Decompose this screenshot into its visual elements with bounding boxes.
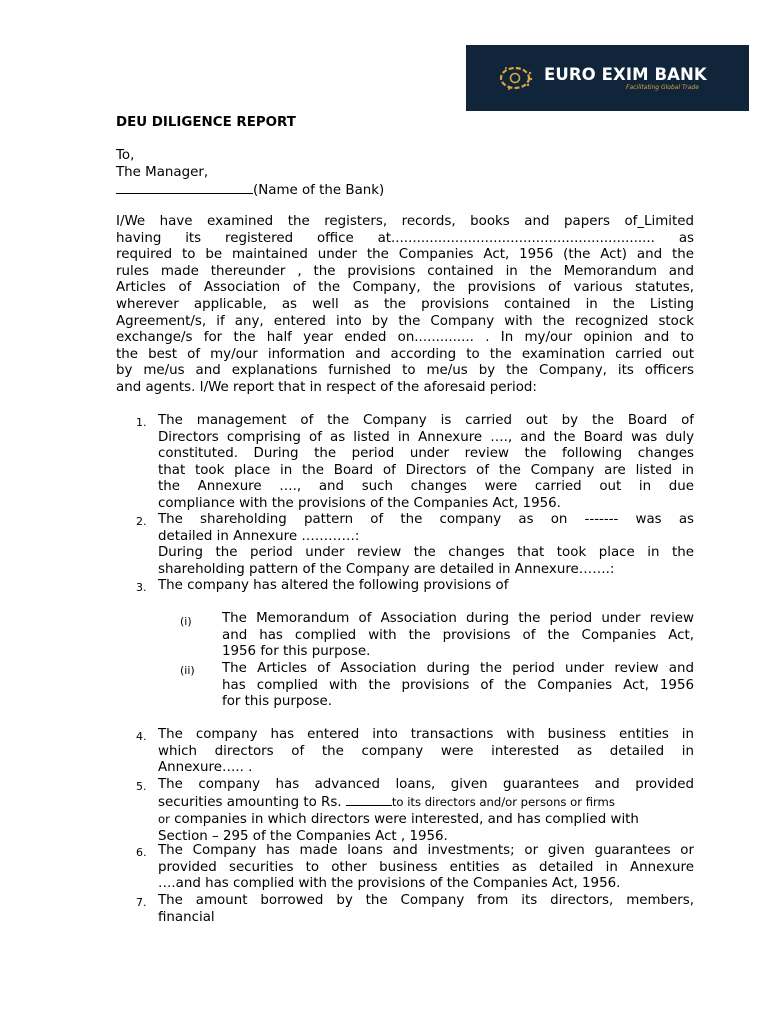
list-item bbox=[158, 578, 694, 595]
bank-name: EURO EXIM BANK bbox=[544, 65, 707, 84]
intro-line: by me/us and explanations furnished to me/us by the Company, its officers bbox=[116, 363, 694, 379]
page-title: DEU DILIGENCE REPORT bbox=[116, 115, 296, 130]
item-line bbox=[158, 794, 694, 812]
item-line: compliance with the provisions of the Companies Act, 1956. bbox=[158, 495, 561, 511]
item-line: Section – 295 of the Companies Act , 1956. bbox=[158, 828, 448, 844]
intro-line: required to be maintained under the Companies Act, 1956 (the Act) and the bbox=[116, 247, 694, 263]
intro-line: I/We have examined the registers, records, books and papers of_Limited bbox=[116, 214, 694, 229]
intro-line: wherever applicable, as well as the provisions contained in the Listing bbox=[116, 296, 694, 312]
item-number: 5. bbox=[136, 780, 147, 793]
item-number: 1. bbox=[136, 416, 147, 429]
item-line: The shareholding pattern of the company as on ------- was as bbox=[158, 512, 694, 527]
item-line bbox=[158, 811, 694, 829]
item-text: or bbox=[158, 812, 170, 827]
intro-paragraph bbox=[116, 214, 694, 397]
list-item bbox=[158, 512, 694, 578]
sub-list-item bbox=[222, 661, 694, 711]
sub-list-item bbox=[222, 611, 694, 661]
bank-name-line bbox=[116, 181, 384, 200]
bank-name-label: (Name of the Bank) bbox=[253, 183, 385, 199]
list-item bbox=[158, 893, 694, 926]
subitem-line: 1956 for this purpose. bbox=[222, 644, 371, 660]
item-number: 4. bbox=[136, 730, 147, 743]
subitem-line: The Memorandum of Association during the period under review bbox=[222, 611, 694, 626]
item-text: companies in which directors were interested, and has complied with bbox=[174, 812, 639, 828]
item-line: the Annexure …., and such changes were carried out in due bbox=[158, 479, 694, 495]
address-to: To, bbox=[116, 148, 135, 163]
subitem-line: has complied with the provisions of the Companies Act, 1956 bbox=[222, 677, 694, 693]
item-line: The amount borrowed by the Company from its directors, members, bbox=[158, 893, 694, 908]
item-line: shareholding pattern of the Company are detailed in Annexure…….: bbox=[158, 561, 615, 577]
intro-line: having its registered office at.............................................................. as bbox=[116, 230, 694, 246]
item-line: financial bbox=[158, 909, 215, 925]
item-line: provided securities to other business entities as detailed in Annexure bbox=[158, 859, 694, 875]
bank-logo bbox=[466, 45, 749, 111]
item-line: During the period under review the changes that took place in the bbox=[158, 545, 694, 561]
intro-line: Articles of Association of the Company, the provisions of various statutes, bbox=[116, 280, 694, 296]
item-line: The management of the Company is carried out by the Board of bbox=[158, 413, 694, 428]
item-line: detailed in Annexure …………: bbox=[158, 528, 360, 544]
subitem-number: (ii) bbox=[180, 664, 195, 677]
subitem-line: The Articles of Association during the period under review and bbox=[222, 661, 694, 676]
item-line: Annexure….. . bbox=[158, 760, 253, 776]
intro-line: rules made thereunder , the provisions contained in the Memorandum and bbox=[116, 263, 694, 279]
item-line: The Company has made loans and investments; or given guarantees or bbox=[158, 843, 694, 858]
list-item bbox=[158, 843, 694, 893]
amount-blank bbox=[346, 794, 392, 806]
intro-line: the best of my/our information and according to the examination carried out bbox=[116, 346, 694, 362]
item-number: 2. bbox=[136, 515, 147, 528]
subitem-number: (i) bbox=[180, 615, 192, 628]
subitem-line: for this purpose. bbox=[222, 694, 333, 710]
intro-line: and agents. I/We report that in respect of the aforesaid period: bbox=[116, 379, 537, 395]
list-item bbox=[158, 413, 694, 513]
item-number: 7. bbox=[136, 896, 147, 909]
item-line: Directors comprising of as listed in Annexure …., and the Board was duly bbox=[158, 429, 694, 445]
item-line: that took place in the Board of Directors of the Company are listed in bbox=[158, 462, 694, 478]
item-number: 6. bbox=[136, 846, 147, 859]
address-manager: The Manager, bbox=[116, 164, 209, 180]
item-text: to its directors and/or persons or firms bbox=[391, 794, 615, 809]
item-number: 3. bbox=[136, 581, 147, 594]
item-line: which directors of the company were interested as detailed in bbox=[158, 743, 694, 759]
list-item bbox=[158, 777, 694, 845]
item-line: constituted. During the period under review the following changes bbox=[158, 446, 694, 462]
intro-line: Agreement/s, if any, entered into by the Company with the recognized stock bbox=[116, 313, 694, 329]
item-line: ….and has complied with the provisions of the Companies Act, 1956. bbox=[158, 876, 621, 892]
item-line: The company has entered into transactions with business entities in bbox=[158, 727, 694, 742]
globe-stars-icon bbox=[497, 63, 539, 93]
subitem-line: and has complied with the provisions of the Companies Act, bbox=[222, 627, 694, 643]
item-line: The company has advanced loans, given guarantees and provided bbox=[158, 777, 694, 792]
list-item bbox=[158, 727, 694, 777]
bank-name-blank bbox=[116, 181, 253, 194]
bank-tagline: Facilitating Global Trade bbox=[626, 84, 699, 91]
address-block bbox=[116, 148, 384, 200]
item-text: securities amounting to Rs. bbox=[158, 794, 342, 810]
item-line: The company has altered the following provisions of bbox=[158, 578, 509, 593]
intro-line: exchange/s for the half year ended on.............. . In my/our opinion and to bbox=[116, 330, 694, 346]
